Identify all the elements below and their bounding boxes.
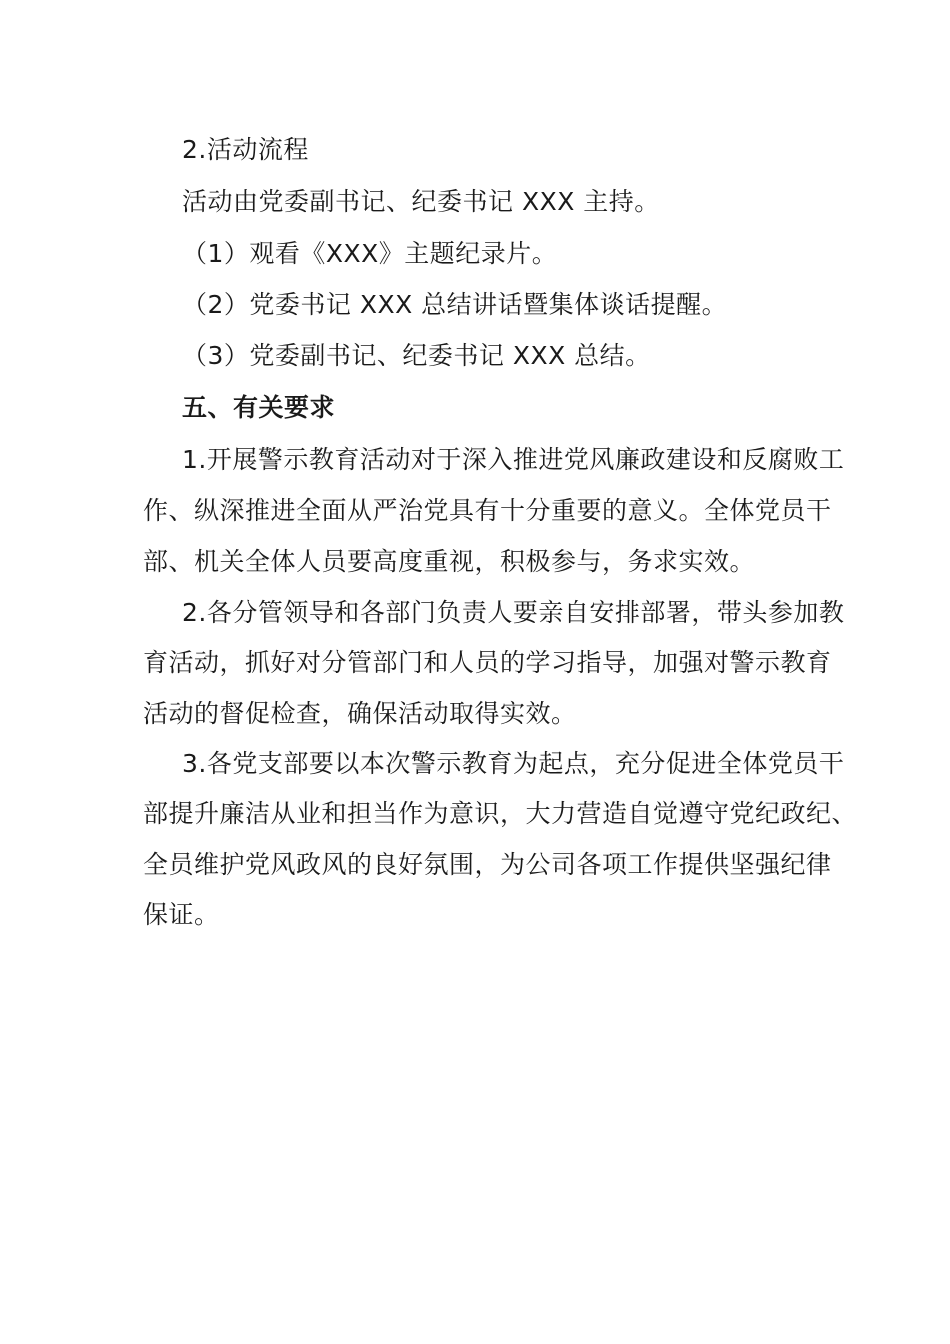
process-step-2: （2）党委书记 XXX 总结讲话暨集体谈话提醒。 (182, 290, 728, 319)
requirement-1-line-2: 作、纵深推进全面从严治党具有十分重要的意义。全体党员干 (143, 496, 832, 525)
requirement-1-line-1: 1.开展警示教育活动对于深入推进党风廉政建设和反腐败工 (182, 445, 845, 474)
requirement-2-line-3: 活动的督促检查，确保活动取得实效。 (143, 699, 577, 728)
requirement-3-line-4: 保证。 (143, 900, 220, 929)
requirement-1-line-3: 部、机关全体人员要高度重视，积极参与，务求实效。 (143, 547, 756, 576)
requirement-3-line-1: 3.各党支部要以本次警示教育为起点，充分促进全体党员干 (182, 749, 845, 778)
requirement-3-line-2: 部提升廉洁从业和担当作为意识，大力营造自觉遵守党纪政纪、 (143, 799, 858, 828)
requirement-2-line-1: 2.各分管领导和各部门负责人要亲自安排部署，带头参加教 (182, 598, 845, 627)
section-heading: 五、有关要求 (182, 393, 336, 422)
process-heading: 2.活动流程 (182, 135, 309, 164)
host-paragraph: 活动由党委副书记、纪委书记 XXX 主持。 (182, 187, 660, 216)
requirement-2-line-2: 育活动，抓好对分管部门和人员的学习指导，加强对警示教育 (143, 648, 832, 677)
process-step-3: （3）党委副书记、纪委书记 XXX 总结。 (182, 341, 651, 370)
requirement-3-line-3: 全员维护党风政风的良好氛围，为公司各项工作提供坚强纪律 (143, 850, 832, 879)
process-step-1: （1）观看《XXX》主题纪录片。 (182, 239, 558, 268)
